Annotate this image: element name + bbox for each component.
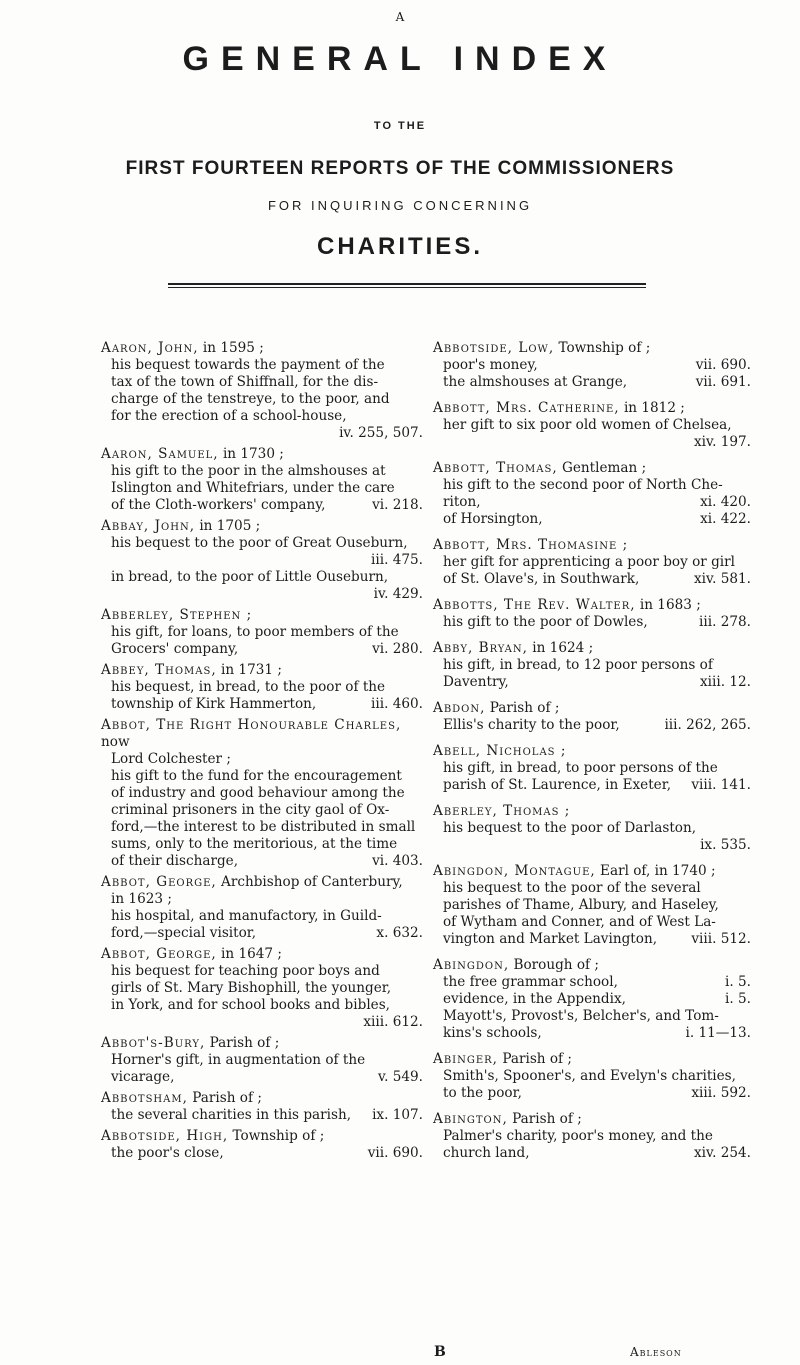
entry-line bbox=[101, 1014, 423, 1031]
entry-heading-rest: in 1647 ; bbox=[216, 946, 282, 962]
volume-page-reference: xiv. 581. bbox=[694, 571, 751, 587]
entry-heading bbox=[433, 1051, 751, 1068]
entry-text bbox=[111, 552, 115, 568]
double-rule-top bbox=[168, 283, 646, 285]
volume-page-reference: i. 5. bbox=[725, 974, 751, 990]
volume-page-reference: vii. 690. bbox=[367, 1145, 423, 1161]
entry-line bbox=[433, 1085, 751, 1102]
index-entry bbox=[101, 717, 423, 870]
entry-line bbox=[433, 974, 751, 991]
entry-name: Abbay, John, bbox=[101, 518, 196, 534]
entry-text: his gift, for loans, to poor members of the bbox=[111, 624, 399, 640]
index-entry bbox=[433, 700, 751, 734]
entry-line bbox=[101, 836, 423, 853]
entry-heading bbox=[433, 640, 751, 657]
subtitle-charities: CHARITIES. bbox=[316, 233, 483, 260]
index-entry bbox=[101, 446, 423, 514]
entry-name: Abell, Nicholas ; bbox=[433, 743, 567, 759]
entry-text: his gift to the second poor of North Che- bbox=[443, 477, 723, 493]
entry-line bbox=[101, 768, 423, 785]
entry-line bbox=[433, 1008, 751, 1025]
entry-heading bbox=[433, 1111, 751, 1128]
entry-heading bbox=[101, 874, 423, 891]
entry-text: parish of St. Laurence, in Exeter, bbox=[443, 777, 672, 793]
entry-text: his bequest to the poor of the several bbox=[443, 880, 701, 896]
entry-heading bbox=[433, 700, 751, 717]
entry-line bbox=[101, 463, 423, 480]
entry-line bbox=[433, 837, 751, 854]
entry-line bbox=[101, 391, 423, 408]
entry-line bbox=[433, 1128, 751, 1145]
entry-name: Abbot, George, bbox=[101, 874, 217, 890]
entry-line bbox=[101, 374, 423, 391]
volume-page-reference: iii. 475. bbox=[371, 552, 423, 568]
entry-name: Abbot's-Bury, bbox=[101, 1035, 206, 1051]
entry-line bbox=[101, 696, 423, 713]
entry-line bbox=[101, 891, 423, 908]
entry-text: of Wytham and Conner, and of West La- bbox=[443, 914, 716, 930]
entry-line bbox=[433, 991, 751, 1008]
entry-heading-rest: in 1730 ; bbox=[218, 446, 284, 462]
index-entry bbox=[101, 340, 423, 442]
entry-line bbox=[101, 535, 423, 552]
index-entry bbox=[101, 874, 423, 942]
entry-line bbox=[101, 908, 423, 925]
entry-heading-rest: Township of ; bbox=[554, 340, 651, 356]
signature-mark: B bbox=[434, 1344, 446, 1360]
entry-text: his gift to the fund for the encouragement bbox=[111, 768, 402, 784]
entry-text: of the Cloth-workers' company, bbox=[111, 497, 326, 513]
volume-page-reference: vi. 403. bbox=[372, 853, 423, 869]
entry-heading bbox=[433, 460, 751, 477]
entry-text: ford,—the interest to be distributed in small bbox=[111, 819, 416, 835]
entry-text: his bequest for teaching poor boys and bbox=[111, 963, 380, 979]
index-entry bbox=[433, 640, 751, 691]
volume-page-reference: v. 549. bbox=[378, 1069, 423, 1085]
volume-page-reference: xiii. 592. bbox=[691, 1085, 751, 1101]
entry-heading bbox=[433, 597, 751, 614]
entry-name: Aberley, Thomas ; bbox=[433, 803, 571, 819]
entry-name: Abingdon, bbox=[433, 957, 510, 973]
entry-text: township of Kirk Hammerton, bbox=[111, 696, 317, 712]
entry-heading bbox=[433, 340, 751, 357]
entry-line bbox=[101, 785, 423, 802]
entry-heading-rest: in 1705 ; bbox=[195, 518, 261, 534]
index-entry bbox=[101, 946, 423, 1031]
catchword: Ableson bbox=[630, 1345, 682, 1359]
entry-text: the several charities in this parish, bbox=[111, 1107, 352, 1123]
entry-heading bbox=[433, 957, 751, 974]
entry-line bbox=[101, 357, 423, 374]
volume-page-reference: vi. 280. bbox=[372, 641, 423, 657]
entry-text bbox=[111, 425, 115, 441]
volume-page-reference: i. 5. bbox=[725, 991, 751, 1007]
index-entry bbox=[101, 518, 423, 603]
entry-line bbox=[101, 980, 423, 997]
entry-line bbox=[101, 751, 423, 768]
volume-page-reference: xiv. 254. bbox=[694, 1145, 751, 1161]
entry-line bbox=[433, 717, 751, 734]
entry-name: Abbey, Thomas, bbox=[101, 662, 217, 678]
entry-line bbox=[101, 1107, 423, 1124]
entry-heading-rest: in 1812 ; bbox=[619, 400, 685, 416]
entry-text: his bequest to the poor of Great Ouseburn, bbox=[111, 535, 408, 551]
entry-line bbox=[101, 853, 423, 870]
entry-line bbox=[433, 374, 751, 391]
volume-page-reference: xiii. 612. bbox=[363, 1014, 423, 1030]
entry-text: tax of the town of Shiffnall, for the dis- bbox=[111, 374, 379, 390]
volume-page-reference: iv. 429. bbox=[373, 586, 423, 602]
entry-heading bbox=[101, 1128, 423, 1145]
entry-text: her gift for apprenticing a poor boy or girl bbox=[443, 554, 735, 570]
entry-text: of industry and good behaviour among the bbox=[111, 785, 405, 801]
entry-text bbox=[443, 434, 447, 450]
entry-name: Aaron, John, bbox=[101, 340, 199, 356]
index-entry bbox=[433, 957, 751, 1042]
entry-name: Abbott, Mrs. Catherine, bbox=[433, 400, 620, 416]
entry-name: Abby, Bryan, bbox=[433, 640, 528, 656]
entry-text: in 1623 ; bbox=[111, 891, 172, 907]
volume-page-reference: xi. 420. bbox=[700, 494, 751, 510]
entry-heading-rest: now bbox=[101, 734, 130, 750]
entry-text: his bequest, in bread, to the poor of the bbox=[111, 679, 386, 695]
entry-line bbox=[433, 417, 751, 434]
entry-text: parishes of Thame, Albury, and Haseley, bbox=[443, 897, 719, 913]
entry-text: criminal prisoners in the city gaol of Ox- bbox=[111, 802, 390, 818]
entry-line bbox=[101, 802, 423, 819]
entry-heading bbox=[101, 607, 423, 624]
entry-text: his gift to the poor in the almshouses at bbox=[111, 463, 386, 479]
entry-heading bbox=[101, 446, 423, 463]
entry-text: the almshouses at Grange, bbox=[443, 374, 628, 390]
entry-text: sums, only to the meritorious, at the time bbox=[111, 836, 398, 852]
entry-heading bbox=[433, 400, 751, 417]
index-entry bbox=[101, 607, 423, 658]
entry-text: church land, bbox=[443, 1145, 530, 1161]
entry-heading bbox=[101, 662, 423, 679]
volume-page-reference: viii. 141. bbox=[691, 777, 751, 793]
entry-heading bbox=[101, 518, 423, 535]
entry-text: Horner's gift, in augmentation of the bbox=[111, 1052, 366, 1068]
entry-text bbox=[443, 837, 447, 853]
entry-line bbox=[101, 624, 423, 641]
entry-heading-rest: Parish of ; bbox=[205, 1035, 280, 1051]
volume-page-reference: vii. 690. bbox=[695, 357, 751, 373]
entry-heading-rest: Earl of, in 1740 ; bbox=[595, 863, 716, 879]
volume-page-reference: xiii. 12. bbox=[700, 674, 751, 690]
index-entry bbox=[433, 400, 751, 451]
entry-heading bbox=[433, 537, 751, 554]
entry-heading-rest: in 1624 ; bbox=[527, 640, 594, 656]
volume-page-reference: iii. 460. bbox=[371, 696, 423, 712]
index-entry bbox=[101, 1128, 423, 1162]
index-entry bbox=[101, 1035, 423, 1086]
entry-name: Abbot, George, bbox=[101, 946, 217, 962]
entry-line bbox=[433, 1025, 751, 1042]
entry-text: for the erection of a school-house, bbox=[111, 408, 347, 424]
entry-text: of St. Olave's, in Southwark, bbox=[443, 571, 640, 587]
entry-text: his bequest to the poor of Darlaston, bbox=[443, 820, 697, 836]
entry-line bbox=[433, 897, 751, 914]
entry-line bbox=[101, 425, 423, 442]
entry-heading-rest: Parish of ; bbox=[507, 1111, 582, 1127]
entry-text: kins's schools, bbox=[443, 1025, 542, 1041]
entry-name: Abdon, bbox=[433, 700, 486, 716]
entry-line bbox=[101, 1052, 423, 1069]
volume-page-reference: viii. 512. bbox=[691, 931, 751, 947]
entry-line bbox=[433, 477, 751, 494]
entry-text: of Horsington, bbox=[443, 511, 543, 527]
entry-text: the poor's close, bbox=[111, 1145, 224, 1161]
entry-line bbox=[101, 997, 423, 1014]
entry-line bbox=[101, 480, 423, 497]
entry-line bbox=[433, 674, 751, 691]
entry-text: girls of St. Mary Bishophill, the younger, bbox=[111, 980, 392, 996]
index-entry bbox=[101, 1090, 423, 1124]
entry-text: Lord Colchester ; bbox=[111, 751, 231, 767]
entry-name: Abbotside, High, bbox=[101, 1128, 229, 1144]
entry-text: his bequest towards the payment of the bbox=[111, 357, 385, 373]
index-entry bbox=[433, 1051, 751, 1102]
entry-heading-rest: Parish of ; bbox=[187, 1090, 262, 1106]
entry-line bbox=[101, 1069, 423, 1086]
volume-page-reference: iii. 278. bbox=[699, 614, 751, 630]
index-entry bbox=[433, 597, 751, 631]
entry-line bbox=[433, 931, 751, 948]
entry-name: Abbotsham, bbox=[101, 1090, 188, 1106]
entry-heading-rest: in 1595 ; bbox=[198, 340, 264, 356]
entry-line bbox=[101, 1145, 423, 1162]
entry-name: Abbott, Mrs. Thomasine ; bbox=[433, 537, 629, 553]
entry-heading-rest: Gentleman ; bbox=[557, 460, 647, 476]
entry-heading bbox=[433, 863, 751, 880]
entry-text: vington and Market Lavington, bbox=[443, 931, 658, 947]
entry-line bbox=[433, 820, 751, 837]
entry-line bbox=[101, 569, 423, 586]
entry-heading bbox=[101, 1035, 423, 1052]
entry-line bbox=[433, 657, 751, 674]
entry-heading bbox=[101, 340, 423, 357]
volume-page-reference: ix. 535. bbox=[700, 837, 751, 853]
entry-name: Abbott, Thomas, bbox=[433, 460, 558, 476]
volume-page-reference: vi. 218. bbox=[372, 497, 423, 513]
entry-line bbox=[433, 1145, 751, 1162]
entry-name: Abbotts, The Rev. Walter, bbox=[433, 597, 636, 613]
index-entry bbox=[433, 460, 751, 528]
entry-line bbox=[101, 552, 423, 569]
entry-name: Abbot, The Right Honourable Charles, bbox=[101, 717, 402, 733]
entry-line bbox=[433, 880, 751, 897]
entry-name: Aaron, Samuel, bbox=[101, 446, 219, 462]
index-entry bbox=[433, 1111, 751, 1162]
entry-text: riton, bbox=[443, 494, 481, 510]
double-rule-bottom bbox=[168, 287, 646, 288]
entry-text: Palmer's charity, poor's money, and the bbox=[443, 1128, 713, 1144]
entry-name: Abberley, Stephen ; bbox=[101, 607, 253, 623]
signature-letter: A bbox=[395, 10, 405, 24]
page-title: GENERAL INDEX bbox=[182, 40, 618, 78]
volume-page-reference: i. 11—13. bbox=[685, 1025, 751, 1041]
entry-line bbox=[433, 914, 751, 931]
entry-text: his gift, in bread, to 12 poor persons of bbox=[443, 657, 713, 673]
entry-heading-rest: Parish of ; bbox=[485, 700, 560, 716]
entry-line bbox=[101, 925, 423, 942]
index-entry bbox=[433, 340, 751, 391]
entry-text: Smith's, Spooner's, and Evelyn's charities, bbox=[443, 1068, 736, 1084]
volume-page-reference: iii. 262, 265. bbox=[664, 717, 751, 733]
entry-heading-rest: in 1731 ; bbox=[216, 662, 282, 678]
entry-text bbox=[111, 586, 115, 602]
index-entry bbox=[101, 662, 423, 713]
entry-line bbox=[433, 571, 751, 588]
index-column-left bbox=[101, 340, 423, 1166]
entry-line bbox=[101, 641, 423, 658]
entry-text: his hospital, and manufactory, in Guild- bbox=[111, 908, 382, 924]
index-entry bbox=[433, 863, 751, 948]
entry-text: vicarage, bbox=[111, 1069, 175, 1085]
entry-text: of their discharge, bbox=[111, 853, 239, 869]
index-entry bbox=[433, 803, 751, 854]
title-connector: TO THE bbox=[373, 120, 427, 132]
entry-line bbox=[433, 554, 751, 571]
entry-heading bbox=[101, 1090, 423, 1107]
volume-page-reference: ix. 107. bbox=[372, 1107, 423, 1123]
entry-line bbox=[433, 494, 751, 511]
volume-page-reference: xiv. 197. bbox=[694, 434, 751, 450]
entry-text: Islington and Whitefriars, under the care bbox=[111, 480, 395, 496]
subtitle-reports: FIRST FOURTEEN REPORTS OF THE COMMISSIONERS bbox=[125, 158, 675, 179]
volume-page-reference: x. 632. bbox=[376, 925, 423, 941]
entry-heading-rest: Archbishop of Canterbury, bbox=[216, 874, 403, 890]
entry-line bbox=[433, 777, 751, 794]
entry-heading bbox=[101, 946, 423, 963]
entry-heading-rest: Township of ; bbox=[228, 1128, 325, 1144]
entry-text: Grocers' company, bbox=[111, 641, 239, 657]
entry-name: Abingdon, Montague, bbox=[433, 863, 596, 879]
entry-name: Abington, bbox=[433, 1111, 508, 1127]
entry-text: Daventry, bbox=[443, 674, 509, 690]
entry-text bbox=[111, 1014, 115, 1030]
entry-text: the free grammar school, bbox=[443, 974, 618, 990]
entry-line bbox=[433, 614, 751, 631]
entry-text: poor's money, bbox=[443, 357, 538, 373]
entry-text: her gift to six poor old women of Chelsea, bbox=[443, 417, 732, 433]
entry-line bbox=[433, 357, 751, 374]
volume-page-reference: iv. 255, 507. bbox=[339, 425, 423, 441]
entry-line bbox=[101, 963, 423, 980]
entry-line bbox=[101, 679, 423, 696]
entry-heading-rest: Borough of ; bbox=[509, 957, 599, 973]
subtitle-inquiring: FOR INQUIRING CONCERNING bbox=[267, 198, 533, 213]
entry-text: his gift, in bread, to poor persons of the bbox=[443, 760, 718, 776]
index-entry bbox=[433, 537, 751, 588]
entry-line bbox=[433, 760, 751, 777]
entry-heading bbox=[433, 743, 751, 760]
index-column-right bbox=[433, 340, 751, 1171]
entry-text: in bread, to the poor of Little Ouseburn, bbox=[111, 569, 389, 585]
entry-line bbox=[433, 1068, 751, 1085]
entry-heading-rest: in 1683 ; bbox=[635, 597, 701, 613]
entry-name: Abinger, bbox=[433, 1051, 499, 1067]
entry-line bbox=[433, 511, 751, 528]
volume-page-reference: xi. 422. bbox=[700, 511, 751, 527]
entry-line bbox=[101, 497, 423, 514]
volume-page-reference: vii. 691. bbox=[695, 374, 751, 390]
entry-line bbox=[101, 819, 423, 836]
entry-text: Ellis's charity to the poor, bbox=[443, 717, 620, 733]
entry-heading-rest: Parish of ; bbox=[498, 1051, 572, 1067]
entry-text: evidence, in the Appendix, bbox=[443, 991, 626, 1007]
entry-line bbox=[101, 586, 423, 603]
entry-name: Abbotside, Low, bbox=[433, 340, 555, 356]
index-entry bbox=[433, 743, 751, 794]
entry-text: to the poor, bbox=[443, 1085, 522, 1101]
entry-heading bbox=[433, 803, 751, 820]
entry-heading bbox=[101, 717, 423, 751]
entry-line bbox=[433, 434, 751, 451]
entry-text: charge of the tenstreye, to the poor, and bbox=[111, 391, 390, 407]
entry-line bbox=[101, 408, 423, 425]
entry-text: in York, and for school books and bibles, bbox=[111, 997, 391, 1013]
entry-text: his gift to the poor of Dowles, bbox=[443, 614, 648, 630]
entry-text: ford,—special visitor, bbox=[111, 925, 257, 941]
entry-text: Mayott's, Provost's, Belcher's, and Tom- bbox=[443, 1008, 719, 1024]
